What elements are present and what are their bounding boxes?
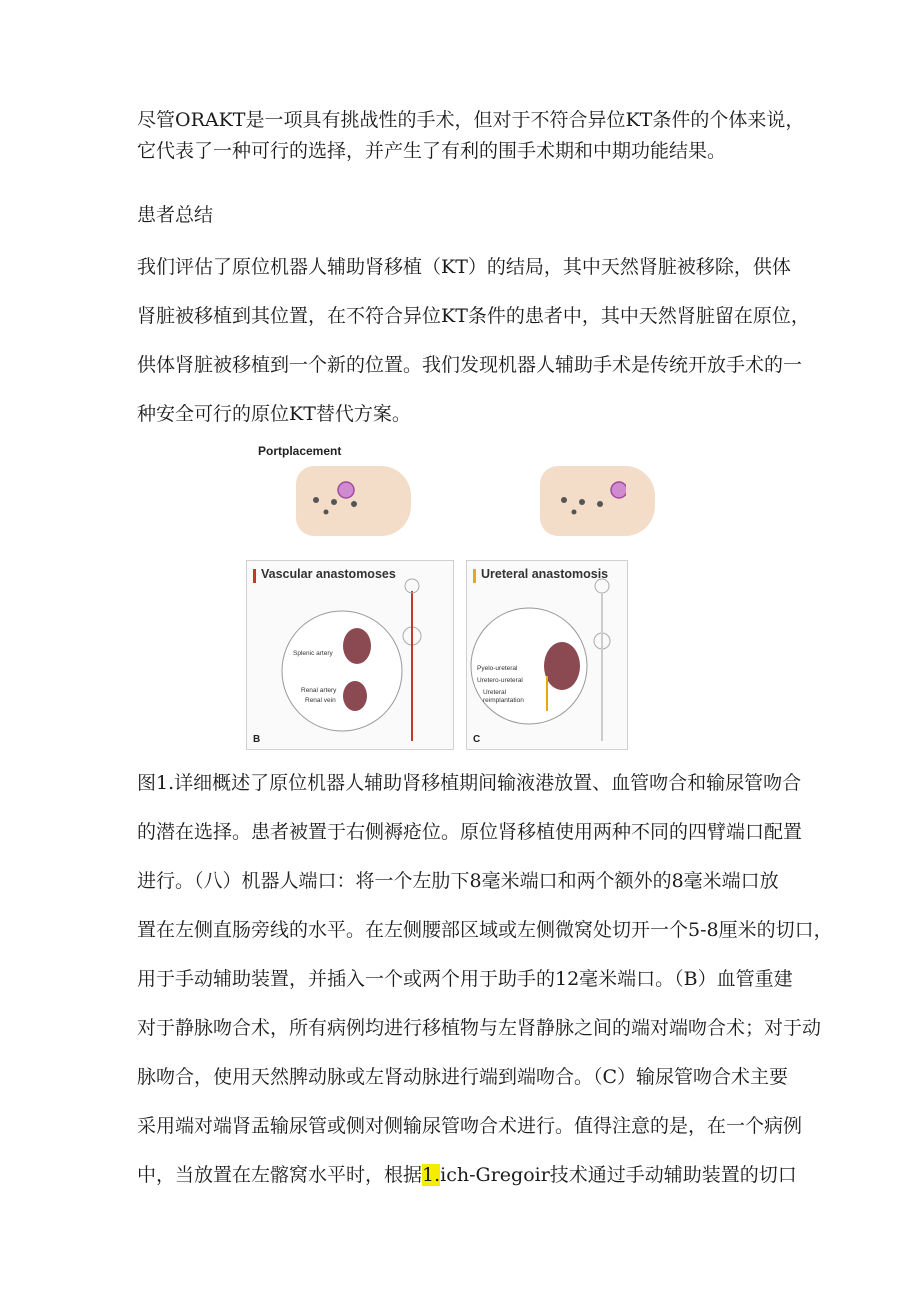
- label-ureteral: Ureteral: [483, 689, 507, 696]
- caption-line: [137, 1160, 797, 1187]
- caption-line: 图1.详细概述了原位机器人辅助肾移植期间输液港放置、血管吻合和输尿管吻合: [137, 772, 802, 794]
- caption-line: 脉吻合，使用天然脾动脉或左肾动脉进行端到端吻合。（C）输尿管吻合术主要: [137, 1066, 789, 1088]
- panel-title: Vascular anastomoses: [261, 567, 396, 581]
- panel-vascular: [246, 560, 454, 750]
- caption-line: 用于手动辅助装置，并插入一个或两个用于助手的12毫米端口。（B）血管重建: [137, 968, 793, 990]
- caption-text: 中，当放置在左髂窝水平时，根据: [137, 1164, 423, 1186]
- label-renal-vein: Renal vein: [305, 697, 336, 704]
- caption-line: 对于静脉吻合术，所有病例均进行移植物与左肾静脉之间的端对端吻合术；对于动: [137, 1017, 822, 1039]
- intro-line: 它代表了一种可行的选择，并产生了有利的围手术期和中期功能结果。: [137, 140, 727, 162]
- vascular-illustration: [247, 561, 453, 749]
- caption-line: 进行。（八）机器人端口：将一个左肋下8毫米端口和两个额外的8毫米端口放: [137, 870, 779, 892]
- label-renal-artery: Renal artery: [301, 687, 337, 694]
- highlighted-text: 1.: [422, 1164, 441, 1186]
- caption-line: 置在左侧直肠旁线的水平。在左侧腰部区域或左侧微窝处切开一个5-8厘米的切口，: [137, 919, 833, 941]
- label-reimplantation: reimplantation: [483, 697, 524, 704]
- figure-title: Portplacement: [258, 444, 342, 458]
- intro-line: 尽管ORAKT是一项具有挑战性的手术，但对于不符合异位KT条件的个体来说，: [137, 109, 805, 131]
- caption-line: 采用端对端肾盂输尿管或侧对侧输尿管吻合术进行。值得注意的是，在一个病例: [137, 1115, 803, 1137]
- section-heading: 患者总结: [137, 204, 214, 226]
- panel-title: Ureteral anastomosis: [481, 567, 609, 581]
- panel-letter: B: [253, 734, 261, 745]
- summary-line: 供体肾脏被移植到一个新的位置。我们发现机器人辅助手术是传统开放手术的一: [137, 354, 803, 376]
- caption-line: 的潜在选择。患者被置于右侧褥疮位。原位肾移植使用两种不同的四臂端口配置: [137, 821, 803, 843]
- caption-text: ich-Gregoir技术通过手动辅助装置的切口: [440, 1164, 797, 1186]
- summary-line: 我们评估了原位机器人辅助肾移植（KT）的结局，其中天然肾脏被移除，供体: [137, 256, 791, 278]
- figure-1: [246, 440, 626, 752]
- panel-ureteral: [466, 560, 628, 750]
- label-splenic-artery: Splenic artery: [293, 650, 333, 657]
- label-uretero-ureteral: Uretero-ureteral: [477, 677, 523, 684]
- port-placement-illustration: [246, 440, 626, 560]
- ureteral-illustration: [467, 561, 627, 749]
- label-pyelo-ureteral: Pyelo-ureteral: [477, 665, 518, 672]
- summary-line: 肾脏被移植到其位置，在不符合异位KT条件的患者中，其中天然肾脏留在原位，: [137, 305, 810, 327]
- summary-line: 种安全可行的原位KT替代方案。: [137, 403, 411, 425]
- panel-letter: C: [473, 734, 481, 745]
